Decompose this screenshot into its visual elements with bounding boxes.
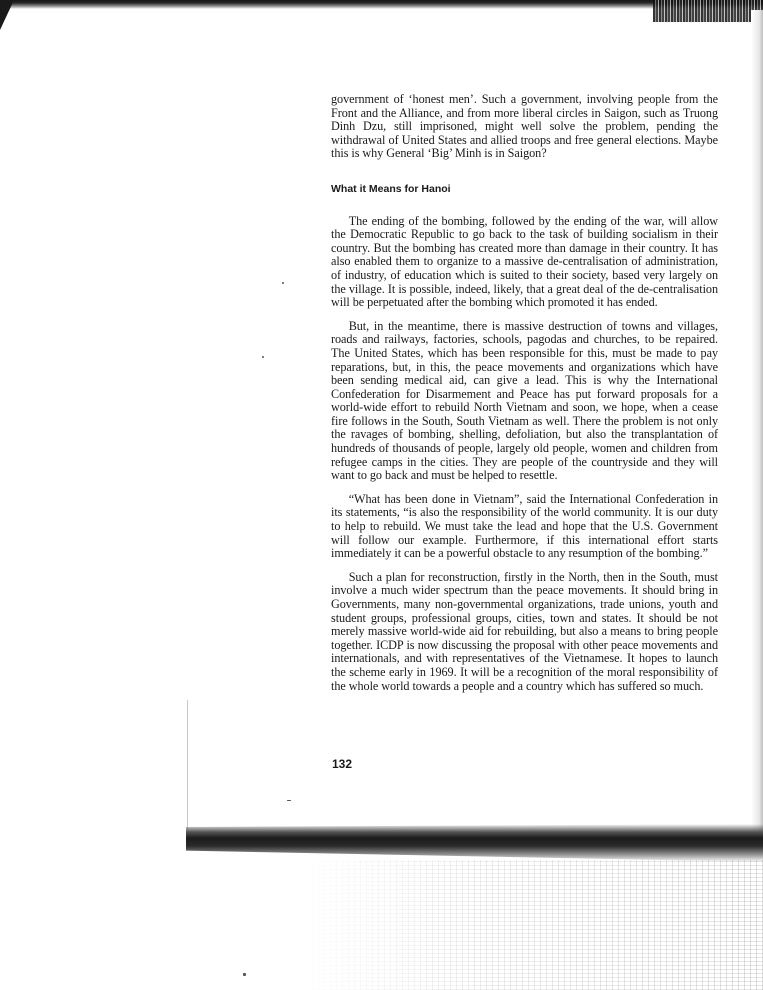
scan-bottom-noise bbox=[300, 860, 763, 990]
scan-right-edge bbox=[751, 10, 763, 850]
paragraph-continued: government of ‘honest men’. Such a government, involving people from the Front and the Alliance, and from more liberal circles in Saigon, such as Truong Dinh Dzu, still imprisoned, might well solve the problem, pending the withdrawal of United States and allied troops and free general elections. Maybe this is why General ‘Big’ Minh is in Saigon? bbox=[331, 92, 718, 161]
scan-speck bbox=[282, 282, 284, 284]
scan-left-corner bbox=[0, 0, 14, 30]
body-paragraph: But, in the meantime, there is massive destruction of towns and villages, roads and railways, factories, schools, pagodas and churches, to be repaired. The United States, which has been responsible for this, must be made to pay reparations, but, in this, the peace movements and organizations which have been sending medical aid, can give a lead. This is why the International Confederation for Disarmement and Peace has put forward proposals for a world-wide effort to rebuild North Vietnam and soon, we hope, when a cease fire follows in the South, South Vietnam as well. There the problem is not only the ravages of bombing, shelling, defoliation, but also the transplantation of hundreds of thousands of people, largely old people, women and children from refugee camps in the cities. They are people of the countryside and they will want to go back and must be helped to resettle. bbox=[331, 318, 718, 483]
scan-speck bbox=[262, 356, 264, 358]
scan-bottom-shadow bbox=[186, 824, 763, 862]
scan-speck bbox=[243, 973, 246, 976]
scan-top-right-noise bbox=[653, 0, 763, 22]
section-heading: What it Means for Hanoi bbox=[331, 182, 451, 195]
body-paragraph: “What has been done in Vietnam”, said the International Confederation in its statements, “is also the responsibility of the world community. It is our duty to help to rebuild. We must take the lead and hope that the U.S. Government will follow our example. Furthermore, if this international effort starts immediately it can be a powerful obstacle to any resumption of the bombing.” bbox=[331, 491, 718, 561]
body-paragraph: The ending of the bombing, followed by the ending of the war, will allow the Democratic Republic to go back to the task of building socialism in their country. But the bombing has created more than damage in their country. It has also enabled them to organize to a massive de-centralisation of administration, of industry, of education which is suited to their society, based very largely on the village. It is possible, indeed, likely, that a great deal of the de-centralisation will be perpetuated after the bombing which promoted it has ended. bbox=[331, 213, 718, 310]
page-number: 132 bbox=[332, 757, 353, 771]
scan-speck bbox=[287, 800, 291, 801]
scan-top-edge bbox=[0, 0, 763, 9]
body-paragraph: Such a plan for reconstruction, firstly in the North, then in the South, must involve a much wider spectrum than the peace movements. It should bring in Governments, many non-governmental organizations, trade unions, youth and student groups, professional groups, cities, town and states. It should be not merely massive world-wide aid for rebuilding, but also a means to bring people together. ICDP is now discussing the proposal with other peace movements and internationals, and with representatives of the Vietnamese. It hopes to launch the scheme early in 1969. It will be a recognition of the moral responsibility of the whole world towards a people and a country which has suffered so much. bbox=[331, 569, 718, 693]
text-column bbox=[331, 93, 718, 703]
scan-margin-line bbox=[187, 700, 188, 830]
